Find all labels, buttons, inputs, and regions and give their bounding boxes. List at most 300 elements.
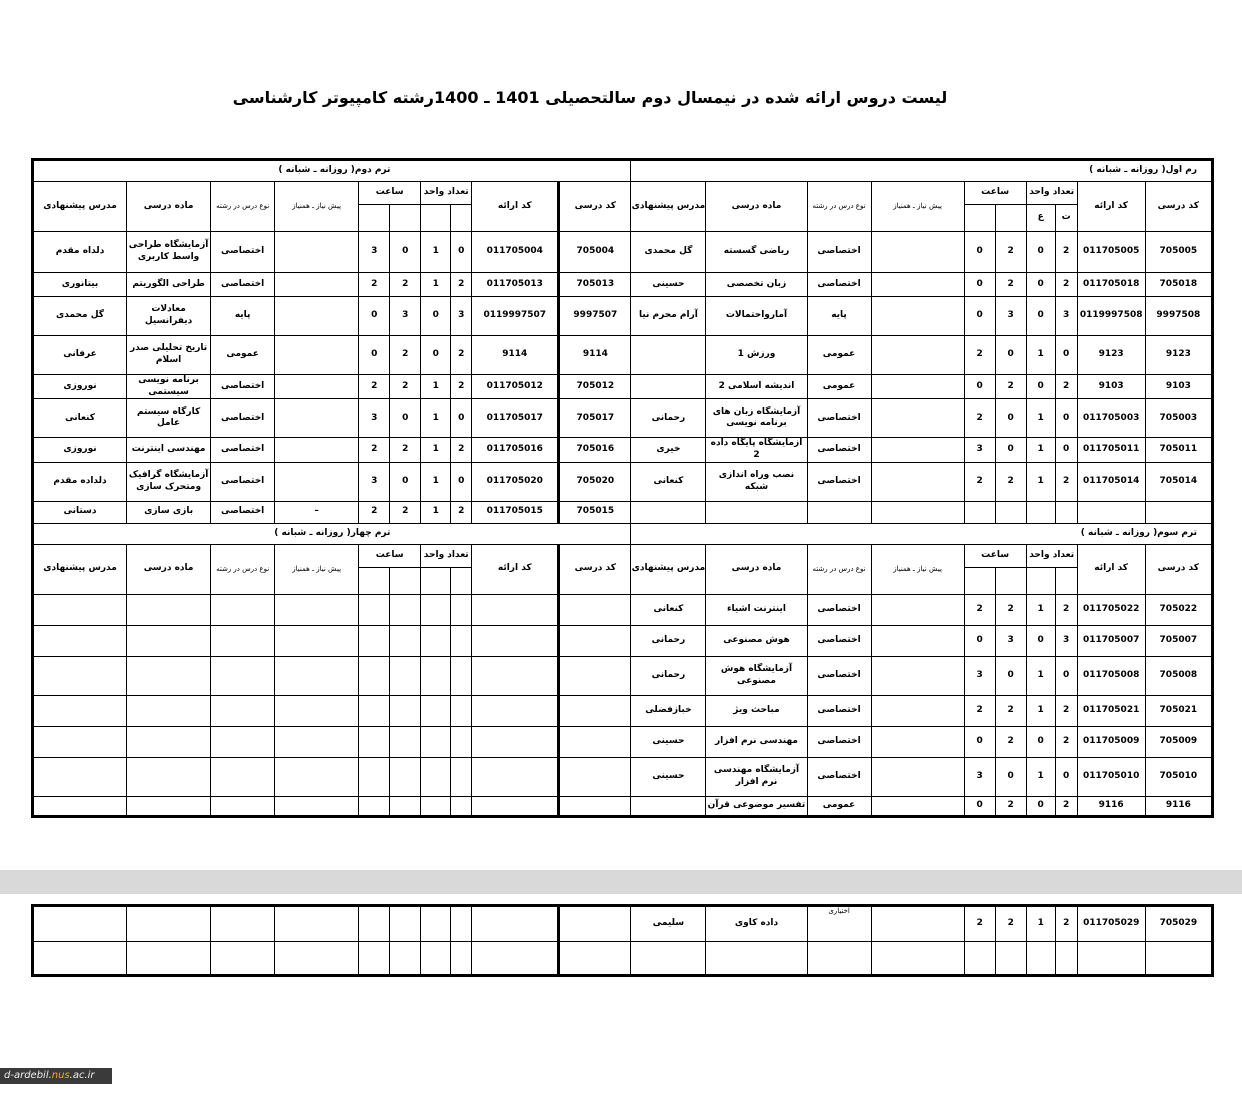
units-cell: 0 xyxy=(1026,232,1055,273)
offer-code-cell xyxy=(472,625,559,656)
hours-cell xyxy=(359,757,390,796)
subject-cell: آزمایشگاه مهندسی نرم افزار xyxy=(706,757,807,796)
col-header-hours: ساعت xyxy=(359,182,421,205)
course-code-cell: 705005 xyxy=(1145,232,1212,273)
subject-cell: بازی سازی xyxy=(127,501,211,523)
type-cell xyxy=(211,625,275,656)
prereq-cell xyxy=(871,726,964,757)
units-cell: 0 xyxy=(1055,438,1077,462)
prereq-cell xyxy=(275,438,359,462)
prereq-cell xyxy=(275,462,359,501)
units-cell xyxy=(451,796,472,816)
units-cell: 1 xyxy=(1026,594,1055,625)
hours-cell: 2 xyxy=(995,695,1026,726)
course-code-cell: 705021 xyxy=(1145,695,1212,726)
units-cell: 1 xyxy=(1026,399,1055,438)
hours-cell: 2 xyxy=(390,501,421,523)
units-cell: 0 xyxy=(1055,656,1077,695)
subject-cell: برنامه نویسی سیستمی xyxy=(127,375,211,399)
subject-cell: ورزش 1 xyxy=(706,336,807,375)
col-header-type: نوع درس در رشته xyxy=(807,182,871,232)
table-row xyxy=(33,462,1213,501)
units-cell: 2 xyxy=(451,375,472,399)
hours-cell xyxy=(995,942,1026,976)
hours-cell xyxy=(390,594,421,625)
col-header-teacher: مدرس پیشنهادی xyxy=(33,182,127,232)
units-cell xyxy=(451,906,472,942)
units-cell: 0 xyxy=(1026,297,1055,336)
offer-code-cell xyxy=(472,757,559,796)
teacher-cell xyxy=(631,336,706,375)
prereq-cell xyxy=(275,336,359,375)
teacher-cell: رحمانی xyxy=(631,625,706,656)
unit-sub-cell xyxy=(421,567,451,594)
prereq-cell xyxy=(871,906,964,942)
prereq-cell xyxy=(871,438,964,462)
subject-cell: تفسیر موضوعی قرآن xyxy=(706,796,807,816)
hours-cell: 0 xyxy=(964,796,995,816)
term-title: ترم سوم( روزانه ـ شبانه ) xyxy=(631,523,1213,544)
hours-cell: 2 xyxy=(964,462,995,501)
course-code-cell: 705014 xyxy=(1145,462,1212,501)
hours-cell: 2 xyxy=(390,375,421,399)
subject-cell: آزمایشگاه زبان های برنامه نویسی xyxy=(706,399,807,438)
prereq-cell xyxy=(275,942,359,976)
table-row xyxy=(33,594,1213,625)
type-cell: اختصاصی xyxy=(807,594,871,625)
type-cell: پایه xyxy=(211,297,275,336)
course-code-cell: 705010 xyxy=(1145,757,1212,796)
teacher-cell: رحمانی xyxy=(631,656,706,695)
col-header-offer: کد ارائه xyxy=(1077,544,1145,594)
offer-code-cell: 011705029 xyxy=(1077,906,1145,942)
subject-cell: طراحی الگوریتم xyxy=(127,273,211,297)
type-cell xyxy=(807,942,871,976)
hour-sub-cell xyxy=(390,205,421,232)
course-code-cell: 705015 xyxy=(559,501,631,523)
units-cell: 1 xyxy=(421,375,451,399)
watermark: d-ardebil.nus.ac.ir xyxy=(0,1068,112,1084)
units-cell: 1 xyxy=(1026,757,1055,796)
teacher-cell xyxy=(631,375,706,399)
prereq-cell xyxy=(871,297,964,336)
col-header-code: کد درسی xyxy=(559,182,631,232)
units-cell xyxy=(1055,942,1077,976)
subject-cell: ریاضی گسسته xyxy=(706,232,807,273)
units-cell: 2 xyxy=(1055,726,1077,757)
table-row xyxy=(33,297,1213,336)
units-cell xyxy=(421,594,451,625)
course-schedule-table xyxy=(31,158,1214,818)
col-header-offer: کد ارائه xyxy=(472,544,559,594)
offer-code-cell xyxy=(472,906,559,942)
type-cell: اختصاصی xyxy=(807,232,871,273)
hours-cell: 2 xyxy=(995,273,1026,297)
unit-sub-cell xyxy=(451,567,472,594)
units-cell: 0 xyxy=(1026,726,1055,757)
hours-cell: 2 xyxy=(390,438,421,462)
prereq-cell xyxy=(275,906,359,942)
course-code-cell: 705004 xyxy=(559,232,631,273)
prereq-cell xyxy=(871,375,964,399)
offer-code-cell xyxy=(1077,942,1145,976)
type-cell xyxy=(211,942,275,976)
offer-code-cell: 011705012 xyxy=(472,375,559,399)
hours-cell xyxy=(964,501,995,523)
table-row xyxy=(33,695,1213,726)
units-cell: 0 xyxy=(451,232,472,273)
units-cell: 0 xyxy=(1026,375,1055,399)
teacher-cell: دستانی xyxy=(33,501,127,523)
hours-cell: 0 xyxy=(390,399,421,438)
hours-cell: 2 xyxy=(359,438,390,462)
type-cell xyxy=(211,906,275,942)
teacher-cell xyxy=(33,906,127,942)
teacher-cell: گل محمدی xyxy=(33,297,127,336)
hours-cell: 2 xyxy=(359,375,390,399)
offer-code-cell: 0119997507 xyxy=(472,297,559,336)
table-row xyxy=(33,656,1213,695)
prereq-cell xyxy=(275,726,359,757)
table-row xyxy=(33,438,1213,462)
col-header-teacher: مدرس پیشنهادی xyxy=(631,544,706,594)
course-code-cell: 705008 xyxy=(1145,656,1212,695)
col-header-code: کد درسی xyxy=(1145,544,1212,594)
hours-cell: 3 xyxy=(359,232,390,273)
teacher-cell: کنعانی xyxy=(33,399,127,438)
units-cell: 2 xyxy=(451,273,472,297)
hours-cell xyxy=(390,757,421,796)
hours-cell xyxy=(359,906,390,942)
offer-code-cell: 011705007 xyxy=(1077,625,1145,656)
type-cell: اختصاصی xyxy=(807,695,871,726)
hours-cell: 0 xyxy=(359,297,390,336)
type-cell: اختصاصی xyxy=(211,462,275,501)
page-gap xyxy=(0,870,1242,894)
subject-cell: کارگاه سیستم عامل xyxy=(127,399,211,438)
hour-sub-cell xyxy=(964,567,995,594)
teacher-cell xyxy=(33,796,127,816)
course-code-cell xyxy=(559,757,631,796)
table-row xyxy=(33,399,1213,438)
type-cell: اختصاصی xyxy=(211,232,275,273)
col-header-offer: کد ارائه xyxy=(472,182,559,232)
hours-cell: 2 xyxy=(359,273,390,297)
course-code-cell: 705012 xyxy=(559,375,631,399)
units-cell: 1 xyxy=(1026,906,1055,942)
col-header-code: کد درسی xyxy=(1145,182,1212,232)
offer-code-cell: 011705018 xyxy=(1077,273,1145,297)
type-cell: اختصاصی xyxy=(807,757,871,796)
table-row xyxy=(33,501,1213,523)
type-cell: اختصاصی xyxy=(807,438,871,462)
units-cell xyxy=(421,695,451,726)
units-cell xyxy=(451,656,472,695)
col-header-units: تعداد واحد xyxy=(421,182,472,205)
table-row xyxy=(33,757,1213,796)
units-cell xyxy=(421,757,451,796)
units-cell: 3 xyxy=(451,297,472,336)
hours-cell: 0 xyxy=(964,232,995,273)
hours-cell: 2 xyxy=(995,796,1026,816)
units-cell: 1 xyxy=(421,501,451,523)
table-row xyxy=(33,375,1213,399)
teacher-cell: سلیمی xyxy=(631,906,706,942)
offer-code-cell: 011705015 xyxy=(472,501,559,523)
teacher-cell xyxy=(631,796,706,816)
table-row xyxy=(33,336,1213,375)
hour-sub-cell xyxy=(964,205,995,232)
subject-cell: مباحث ویژ xyxy=(706,695,807,726)
units-cell: 1 xyxy=(421,399,451,438)
subject-cell xyxy=(127,906,211,942)
course-code-cell: 9114 xyxy=(559,336,631,375)
units-cell: 2 xyxy=(1055,906,1077,942)
teacher-cell: دلداه مقدم xyxy=(33,232,127,273)
subject-cell: آزمایشگاه پایگاه داده 2 xyxy=(706,438,807,462)
unit-sub-cell: ع xyxy=(1026,205,1055,232)
hours-cell: 0 xyxy=(964,273,995,297)
units-cell: 0 xyxy=(1026,625,1055,656)
subject-cell xyxy=(127,656,211,695)
hours-cell: 2 xyxy=(995,726,1026,757)
course-code-cell xyxy=(559,726,631,757)
type-cell: اختصاصی xyxy=(807,273,871,297)
hours-cell xyxy=(390,656,421,695)
prereq-cell xyxy=(275,232,359,273)
subject-cell xyxy=(127,594,211,625)
teacher-cell xyxy=(33,726,127,757)
units-cell xyxy=(1055,501,1077,523)
units-cell: 2 xyxy=(1055,695,1077,726)
offer-code-cell: 9103 xyxy=(1077,375,1145,399)
prereq-cell xyxy=(275,399,359,438)
units-cell: 0 xyxy=(1026,273,1055,297)
units-cell: 2 xyxy=(451,501,472,523)
type-cell: اختصاصی xyxy=(807,462,871,501)
units-cell xyxy=(451,625,472,656)
offer-code-cell xyxy=(472,594,559,625)
prereq-cell xyxy=(871,462,964,501)
col-header-type: نوع درس در رشته xyxy=(211,182,275,232)
course-code-cell xyxy=(1145,942,1212,976)
subject-cell xyxy=(706,501,807,523)
units-cell: 1 xyxy=(1026,695,1055,726)
table-row xyxy=(33,942,1213,976)
col-header-prereq: پیش نیاز ـ همنیاز xyxy=(275,544,359,594)
course-code-cell xyxy=(559,594,631,625)
col-header-hours: ساعت xyxy=(359,544,421,567)
type-cell: اختصاصی xyxy=(807,726,871,757)
teacher-cell: کنعانی xyxy=(631,462,706,501)
hours-cell: 3 xyxy=(964,438,995,462)
units-cell: 1 xyxy=(421,438,451,462)
offer-code-cell: 9116 xyxy=(1077,796,1145,816)
units-cell: 2 xyxy=(1055,273,1077,297)
units-cell xyxy=(451,757,472,796)
course-code-cell xyxy=(559,656,631,695)
hours-cell: 2 xyxy=(390,273,421,297)
units-cell: 0 xyxy=(1055,336,1077,375)
units-cell xyxy=(421,942,451,976)
table-row xyxy=(33,726,1213,757)
col-header-hours: ساعت xyxy=(964,544,1026,567)
subject-cell: آمارواحتمالات xyxy=(706,297,807,336)
offer-code-cell: 011705016 xyxy=(472,438,559,462)
prereq-cell xyxy=(871,656,964,695)
units-cell: 2 xyxy=(451,336,472,375)
offer-code-cell: 011705021 xyxy=(1077,695,1145,726)
units-cell: 2 xyxy=(451,438,472,462)
subject-cell: مهندسی اینترنت xyxy=(127,438,211,462)
hours-cell: 2 xyxy=(964,336,995,375)
hours-cell xyxy=(390,726,421,757)
type-cell: اختصاصی xyxy=(211,273,275,297)
unit-sub-cell xyxy=(1055,567,1077,594)
course-code-cell xyxy=(1145,501,1212,523)
prereq-cell xyxy=(275,594,359,625)
offer-code-cell: 011705008 xyxy=(1077,656,1145,695)
teacher-cell: دلداده مقدم xyxy=(33,462,127,501)
course-code-cell: 705007 xyxy=(1145,625,1212,656)
hours-cell: 0 xyxy=(390,232,421,273)
unit-sub-cell xyxy=(421,205,451,232)
col-header-prereq: پیش نیاز ـ همنیاز xyxy=(871,544,964,594)
units-cell: 1 xyxy=(421,462,451,501)
offer-code-cell xyxy=(472,656,559,695)
course-code-cell: 9116 xyxy=(1145,796,1212,816)
prereq-cell xyxy=(871,594,964,625)
units-cell: 3 xyxy=(1055,625,1077,656)
units-cell: 1 xyxy=(1026,656,1055,695)
teacher-cell: خبازفضلی xyxy=(631,695,706,726)
teacher-cell: آرام محرم نیا xyxy=(631,297,706,336)
hours-cell: 2 xyxy=(995,375,1026,399)
col-header-prereq: پیش نیاز ـ همنیاز xyxy=(871,182,964,232)
hour-sub-cell xyxy=(995,205,1026,232)
term-title: رم اول( روزانه ـ شبانه ) xyxy=(631,160,1213,182)
col-header-units: تعداد واحد xyxy=(421,544,472,567)
units-cell: 2 xyxy=(1055,462,1077,501)
col-header-subject: ماده درسی xyxy=(127,544,211,594)
prereq-cell xyxy=(871,336,964,375)
offer-code-cell: 011705003 xyxy=(1077,399,1145,438)
hours-cell: 3 xyxy=(359,462,390,501)
hours-cell: 2 xyxy=(964,594,995,625)
type-cell: اختصاصی xyxy=(807,399,871,438)
hours-cell: 0 xyxy=(964,625,995,656)
type-cell: اختصاصی xyxy=(807,625,871,656)
hour-sub-cell xyxy=(359,205,390,232)
course-code-cell: 705011 xyxy=(1145,438,1212,462)
type-cell xyxy=(807,501,871,523)
course-code-cell xyxy=(559,796,631,816)
teacher-cell: حسینی xyxy=(631,726,706,757)
prereq-cell xyxy=(871,501,964,523)
units-cell xyxy=(421,796,451,816)
units-cell xyxy=(451,695,472,726)
prereq-cell xyxy=(871,757,964,796)
hours-cell: 3 xyxy=(964,757,995,796)
subject-cell: زبان تخصصی xyxy=(706,273,807,297)
subject-cell xyxy=(706,942,807,976)
course-code-cell: 705016 xyxy=(559,438,631,462)
hours-cell: 3 xyxy=(995,625,1026,656)
hours-cell xyxy=(359,695,390,726)
units-cell: 0 xyxy=(451,462,472,501)
course-code-cell xyxy=(559,942,631,976)
col-header-subject: ماده درسی xyxy=(706,544,807,594)
subject-cell: هوش مصنوعی xyxy=(706,625,807,656)
course-code-cell: 705017 xyxy=(559,399,631,438)
teacher-cell: خیری xyxy=(631,438,706,462)
offer-code-cell: 011705010 xyxy=(1077,757,1145,796)
subject-cell xyxy=(127,757,211,796)
prereq-cell xyxy=(871,796,964,816)
hours-cell: 0 xyxy=(995,438,1026,462)
teacher-cell: کنعانی xyxy=(631,594,706,625)
hours-cell: 2 xyxy=(995,462,1026,501)
units-cell: 1 xyxy=(421,273,451,297)
course-code-cell xyxy=(559,625,631,656)
hours-cell: 0 xyxy=(995,656,1026,695)
teacher-cell: نوروزی xyxy=(33,438,127,462)
prereq-cell xyxy=(275,625,359,656)
teacher-cell: حسینی xyxy=(631,757,706,796)
course-code-cell: 705029 xyxy=(1145,906,1212,942)
offer-code-cell xyxy=(472,695,559,726)
col-header-hours: ساعت xyxy=(964,182,1026,205)
subject-cell: تاریخ تحلیلی صدر اسلام xyxy=(127,336,211,375)
offer-code-cell: 011705011 xyxy=(1077,438,1145,462)
teacher-cell xyxy=(631,501,706,523)
hours-cell: 2 xyxy=(995,906,1026,942)
type-cell: پایه xyxy=(807,297,871,336)
extra-course-table xyxy=(31,904,1214,977)
units-cell: 1 xyxy=(1026,462,1055,501)
course-code-cell: 705003 xyxy=(1145,399,1212,438)
offer-code-cell: 011705017 xyxy=(472,399,559,438)
prereq-cell xyxy=(275,375,359,399)
units-cell: 2 xyxy=(1055,594,1077,625)
units-cell: 1 xyxy=(1026,336,1055,375)
hours-cell: 2 xyxy=(964,906,995,942)
course-code-cell xyxy=(559,906,631,942)
table-row xyxy=(33,232,1213,273)
prereq-cell xyxy=(871,399,964,438)
course-code-cell: 705013 xyxy=(559,273,631,297)
course-code-cell: 705022 xyxy=(1145,594,1212,625)
subject-cell xyxy=(127,942,211,976)
teacher-cell xyxy=(631,942,706,976)
hours-cell xyxy=(390,625,421,656)
units-cell: 0 xyxy=(451,399,472,438)
hours-cell: 0 xyxy=(964,297,995,336)
prereq-cell xyxy=(275,297,359,336)
prereq-cell xyxy=(275,273,359,297)
units-cell: 0 xyxy=(421,297,451,336)
course-code-cell: 705020 xyxy=(559,462,631,501)
prereq-cell xyxy=(871,273,964,297)
course-code-cell: 705018 xyxy=(1145,273,1212,297)
teacher-cell xyxy=(33,757,127,796)
col-header-subject: ماده درسی xyxy=(127,182,211,232)
hours-cell: 0 xyxy=(390,462,421,501)
type-cell: اختصاصی xyxy=(807,656,871,695)
teacher-cell xyxy=(33,656,127,695)
course-code-cell: 9997508 xyxy=(1145,297,1212,336)
hours-cell: 0 xyxy=(964,375,995,399)
